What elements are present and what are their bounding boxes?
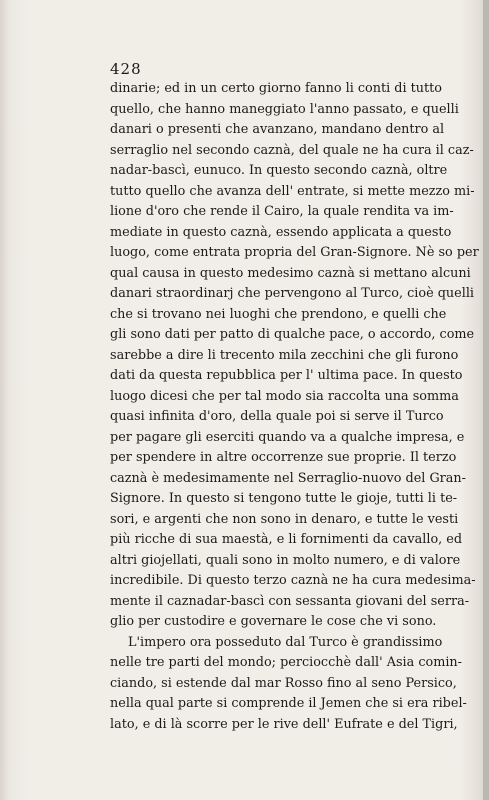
text-line: che si trovano nei luoghi che prendono, e quelli che [110,306,447,322]
text-line: nelle tre parti del mondo; perciocchè dall' Asia comin- [110,655,462,670]
text-line: gli sono dati per patto di qualche pace, o accordo, come [110,327,475,342]
text-line: serraglio nel secondo caznà, del quale ne ha cura il caz- [110,142,474,158]
text-line: nella qual parte si comprende il Jemen che si era ribel- [110,696,467,711]
page-edge [483,0,489,800]
text-line: sori, e argenti che non sono in denaro, e tutte le vesti [110,511,459,527]
text-line: mediate in questo caznà, essendo applicata a questo [110,224,452,240]
text-line: quasi infinita d'oro, della quale poi si serve il Turco [110,409,444,424]
text-line: per spendere in altre occorrenze sue proprie. Il terzo [110,450,457,465]
text-line: qual causa in questo medesimo caznà si mettano alcuni [110,265,471,281]
text-line: Signore. In questo si tengono tutte le gioje, tutti li te- [110,491,458,506]
text-line: lato, e di là scorre per le rive dell' Eufrate e del Tigri, [110,716,458,732]
text-line: nadar-bascì, eunuco. In questo secondo caznà, oltre [110,163,448,178]
text-line: altri giojellati, quali sono in molto numero, e di valore [110,552,461,568]
text-line: luogo, come entrata propria del Gran-Signore. Nè so per [110,245,479,260]
text-line: mente il caznadar-bascì con sessanta giovani del serra- [110,593,470,609]
text-line: incredibile. Di questo terzo caznà ne ha cura medesima- [110,573,476,588]
text-line: dinarie; ed in un certo giorno fanno li conti di tutto [110,81,443,96]
text-line: danari straordinarj che pervengono al Turco, cioè quelli [110,286,475,301]
text-line: ciando, si estende dal mar Rosso fino al seno Persico, [110,675,457,691]
text-line: tutto quello che avanza dell' entrate, si mette mezzo mi- [110,183,475,199]
text-line: danari o presenti che avanzano, mandano dentro al [110,122,445,137]
text-line: dati da questa repubblica per l' ultima pace. In questo [110,368,463,383]
text-line: più ricche di sua maestà, e li fornimenti da cavallo, ed [110,532,463,547]
text-line: quello, che hanno maneggiato l'anno passato, e quelli [110,101,459,117]
text-line: sarebbe a dire li trecento mila zecchini che gli furono [110,347,459,363]
body-text [110,79,479,735]
text-line: lione d'oro che rende il Cairo, la quale rendita va im- [110,204,454,219]
text-line: glio per custodire e governare le cose che vi sono. [110,614,437,629]
text-line: per pagare gli eserciti quando va a qualche impresa, e [110,429,465,445]
text-line: caznà è medesimamente nel Serraglio-nuovo del Gran- [110,470,466,486]
text-line: luogo dicesi che per tal modo sia raccolta una somma [110,388,459,404]
text-line: L'impero ora posseduto dal Turco è grandissimo [128,634,443,650]
page-number: 428 [110,60,142,78]
